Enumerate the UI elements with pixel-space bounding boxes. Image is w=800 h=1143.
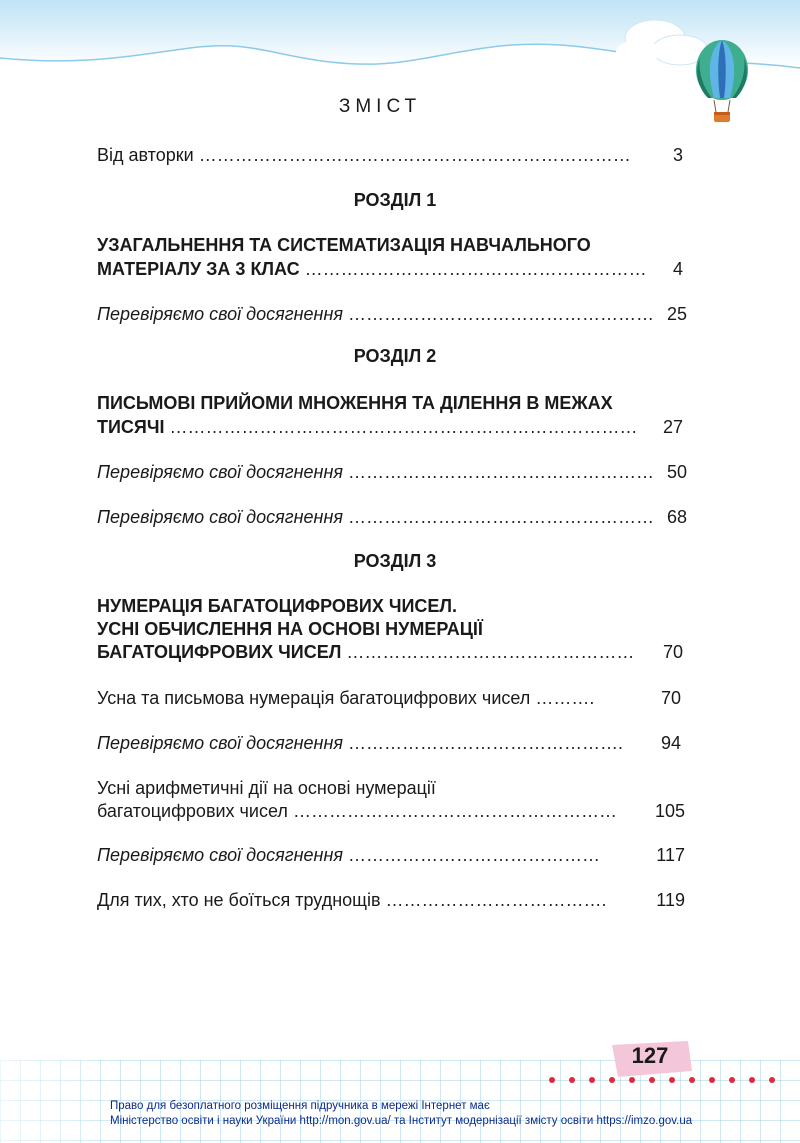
toc-page-number: 4 [672,259,683,279]
page-number: 127 [631,1043,669,1068]
leader-dots: …………………………………… [348,845,600,865]
leader-dots: ………………………………………. [348,733,624,753]
toc-entry [97,731,687,755]
toc-entry [97,505,687,529]
leader-dots: …………………………………………… [348,507,654,527]
toc-entry [97,257,687,281]
toc-entry [97,843,687,867]
toc-entry-label: Для тих, хто не боїться труднощів [97,890,381,910]
leader-dots: ………………………………. [385,890,607,910]
leader-dots: ………. [535,688,595,708]
toc-page-number: 70 [662,642,683,662]
toc-entry-label: Перевіряємо свої досягнення [97,462,343,482]
section-heading: РОЗДІЛ 1 [353,190,437,210]
leader-dots: …………………………………………… [348,462,654,482]
toc-entry [97,640,687,664]
footer-line: Право для безоплатного розміщення підручника в мережі Інтернет має [110,1100,490,1112]
toc-entry-label: Перевіряємо свої досягнення [97,507,343,527]
section-heading: РОЗДІЛ 2 [353,346,437,366]
footer-line: Міністерство освіти і науки України http://mon.gov.ua/ та Інститут модернізації змісту освіти https://imzo.gov.ua [110,1115,693,1127]
toc-page-number: 25 [666,304,687,324]
toc-entry-label: Усні арифметичні дії на основі нумерації [97,778,436,798]
chapter-title: МАТЕРІАЛУ ЗА 3 КЛАС [97,259,300,279]
leader-dots: ……………………………………………… [292,801,617,821]
toc-entry-label: Перевіряємо свої досягнення [97,845,343,865]
toc-entry [97,143,687,167]
toc-entry [97,888,687,912]
leader-dots: ………………………………………………… [304,259,647,279]
toc-page-number: 105 [654,801,685,821]
toc-entry [97,460,687,484]
toc-page-number: 27 [662,417,683,437]
toc-entry-label: Від авторки [97,145,194,165]
section-heading: РОЗДІЛ 3 [353,551,437,571]
chapter-title: БАГАТОЦИФРОВИХ ЧИСЕЛ [97,642,342,662]
toc-entry-label: Усна та письмова нумерація багатоцифрових чисел [97,688,531,708]
page-title: ЗМІСТ [338,96,422,117]
copyright-footer [110,1099,750,1129]
toc-entry-label: багатоцифрових чисел [97,801,288,821]
chapter-title: УСНІ ОБЧИСЛЕННЯ НА ОСНОВІ НУМЕРАЦІЇ [97,619,483,639]
toc-page-number: 117 [656,845,685,865]
toc-entry [97,686,687,710]
toc-entry [97,799,687,823]
toc-page-number: 3 [672,145,683,165]
toc-entry-label: Перевіряємо свої досягнення [97,733,343,753]
chapter-title: УЗАГАЛЬНЕННЯ ТА СИСТЕМАТИЗАЦІЯ НАВЧАЛЬНОГО [97,235,591,255]
toc-entry [97,302,687,326]
toc-entry [97,415,687,439]
toc-page-number: 94 [660,733,681,753]
chapter-title: НУМЕРАЦІЯ БАГАТОЦИФРОВИХ ЧИСЕЛ. [97,596,458,616]
chapter-title: ТИСЯЧІ [97,417,165,437]
leader-dots: …………………………………………… [348,304,654,324]
chapter-title: ПИСЬМОВІ ПРИЙОМИ МНОЖЕННЯ ТА ДІЛЕННЯ В МЕЖАХ [97,393,613,413]
toc-page-number: 70 [660,688,681,708]
decorative-dots [530,1072,800,1092]
header-sky-band [0,0,800,95]
toc-entry-label: Перевіряємо свої досягнення [97,304,343,324]
toc-page-number: 50 [666,462,687,482]
leader-dots: …………………………………………………………………… [169,417,638,437]
leader-dots: ……………………………………………………………… [198,145,631,165]
leader-dots: ………………………………………… [346,642,635,662]
toc-page-number: 119 [656,890,685,910]
toc-page-number: 68 [666,507,687,527]
